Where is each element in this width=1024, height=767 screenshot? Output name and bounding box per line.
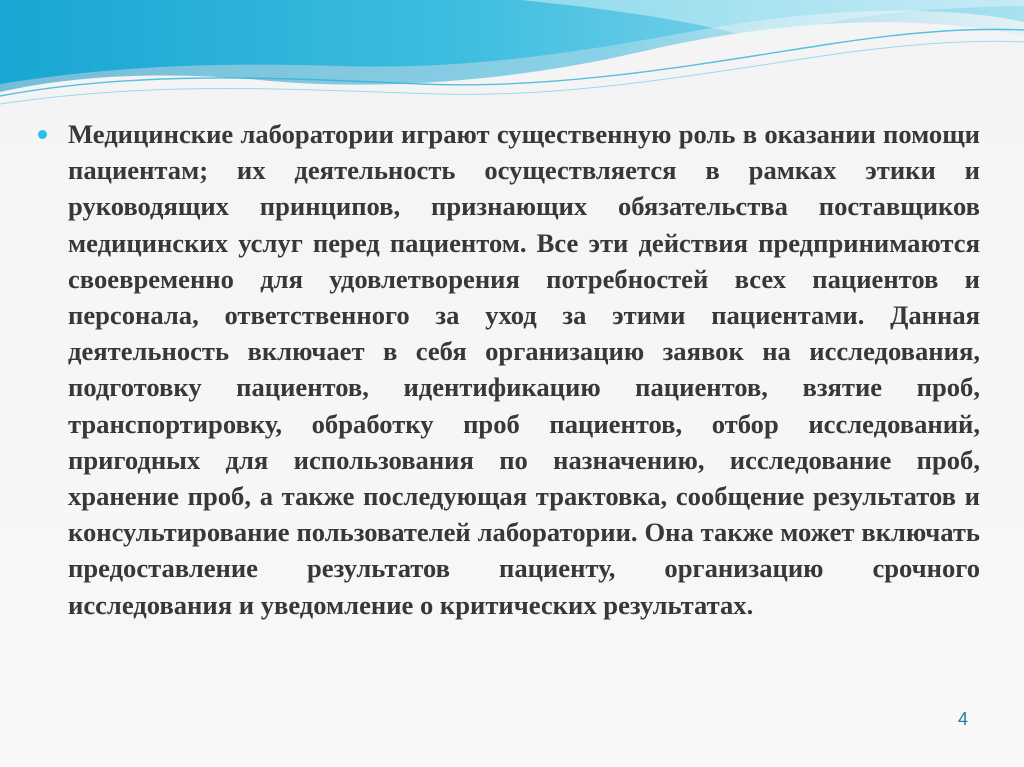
page-number: 4	[958, 709, 969, 729]
body-paragraph: Медицинские лаборатории играют существенную роль в оказании помощи пациентам; их деятельность осуществляется в рамках этики и руководящих принципов, признающих обязательства поставщиков медицинских услуг перед пациентом. Все эти действия предпринимаются своевременно для удовлетворения потребностей всех пациентов и персонала, ответственного за уход за этими пациентами. Данная деятельность включает в себя организацию заявок на исследования, подготовку пациентов, идентификацию пациентов, взятие проб, транспортировку, обработку проб пациентов, отбор исследований, пригодных для использования по назначению, исследование проб, хранение проб, а также последующая трактовка, сообщение результатов и консультирование пользователей лаборатории. Она также может включать предоставление результатов пациенту, организацию срочного исследования и уведомление о критических результатах.	[68, 119, 980, 620]
content-area	[38, 116, 984, 623]
decorative-wave-banner	[0, 0, 1024, 130]
bullet-icon	[38, 130, 47, 139]
